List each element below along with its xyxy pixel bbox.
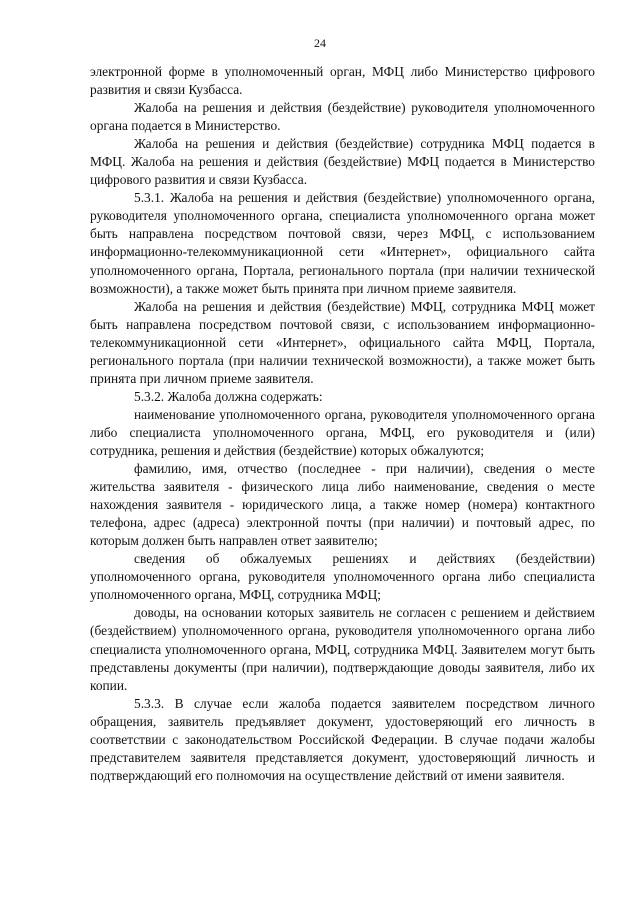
page-number: 24 bbox=[314, 36, 326, 50]
paragraph-5-3-1: 5.3.1. Жалоба на решения и действия (бездействие) уполномоченного органа, руководителя уполномоченного органа, специалиста уполномоченного органа может быть направлена посредством почтовой связи, через МФЦ, с использованием информационно-телекоммуникационной сети «Интернет», официального сайта уполномоченного органа, Портала, регионального портала (при наличии технической возможности), а также может быть принята при личном приеме заявителя. bbox=[90, 190, 595, 296]
paragraph-continued: электронной форме в уполномоченный орган, МФЦ либо Министерство цифрового развития и связи Кузбасса. bbox=[90, 64, 595, 98]
list-item-organ-name: наименование уполномоченного органа, руководителя уполномоченного органа либо специалиста уполномоченного органа, МФЦ, его руководителя и (или) сотрудника, решения и действия (бездействие) которых обжалуются; bbox=[90, 406, 595, 458]
paragraph-complaint-mfc-channels: Жалоба на решения и действия (бездействие) МФЦ, сотрудника МФЦ может быть направлена посредством почтовой связи, с использованием информационно-телекоммуникационной сети «Интернет», официального сайта МФЦ, Портала, регионального портала (при наличии технической возможности), а также может быть принята при личном приеме заявителя. bbox=[90, 298, 595, 386]
paragraph-complaint-head-of-organ: Жалоба на решения и действия (бездействие) руководителя уполномоченного органа подается в Министерство. bbox=[90, 100, 595, 134]
paragraph-5-3-3: 5.3.3. В случае если жалоба подается заявителем посредством личного обращения, заявитель предъявляет документ, удостоверяющий его личность в соответствии с законодательством Российской Федерации. В случае подачи жалобы представителем заявителя представляется документ, удостоверяющий личность и подтверждающий его полномочия на осуществление действий от имени заявителя. bbox=[90, 695, 595, 783]
paragraph-5-3-2: 5.3.2. Жалоба должна содержать: bbox=[134, 388, 323, 404]
document-body bbox=[90, 63, 595, 785]
list-item-applicant-details: фамилию, имя, отчество (последнее - при наличии), сведения о месте жительства заявителя - физического лица либо наименование, сведения о месте нахождения заявителя - юридического лица, а также номер (номера) контактного телефона, адрес (адреса) электронной почты (при наличии) и почтовый адрес, по которым должен быть направлен ответ заявителю; bbox=[90, 461, 595, 549]
list-item-arguments: доводы, на основании которых заявитель не согласен с решением и действием (бездействием) уполномоченного органа, руководителя уполномоченного органа либо специалиста уполномоченного органа, МФЦ, сотрудника МФЦ. Заявителем могут быть представлены документы (при наличии), подтверждающие доводы заявителя, либо их копии. bbox=[90, 605, 595, 693]
list-item-appealed-decisions: сведения об обжалуемых решениях и действиях (бездействии) уполномоченного органа, руководителя уполномоченного органа либо специалиста уполномоченного органа, МФЦ, сотрудника МФЦ; bbox=[90, 551, 595, 603]
paragraph-complaint-mfc: Жалоба на решения и действия (бездействие) сотрудника МФЦ подается в МФЦ. Жалоба на решения и действия (бездействие) МФЦ подается в Министерство цифрового развития и связи Кузбасса. bbox=[90, 136, 595, 188]
